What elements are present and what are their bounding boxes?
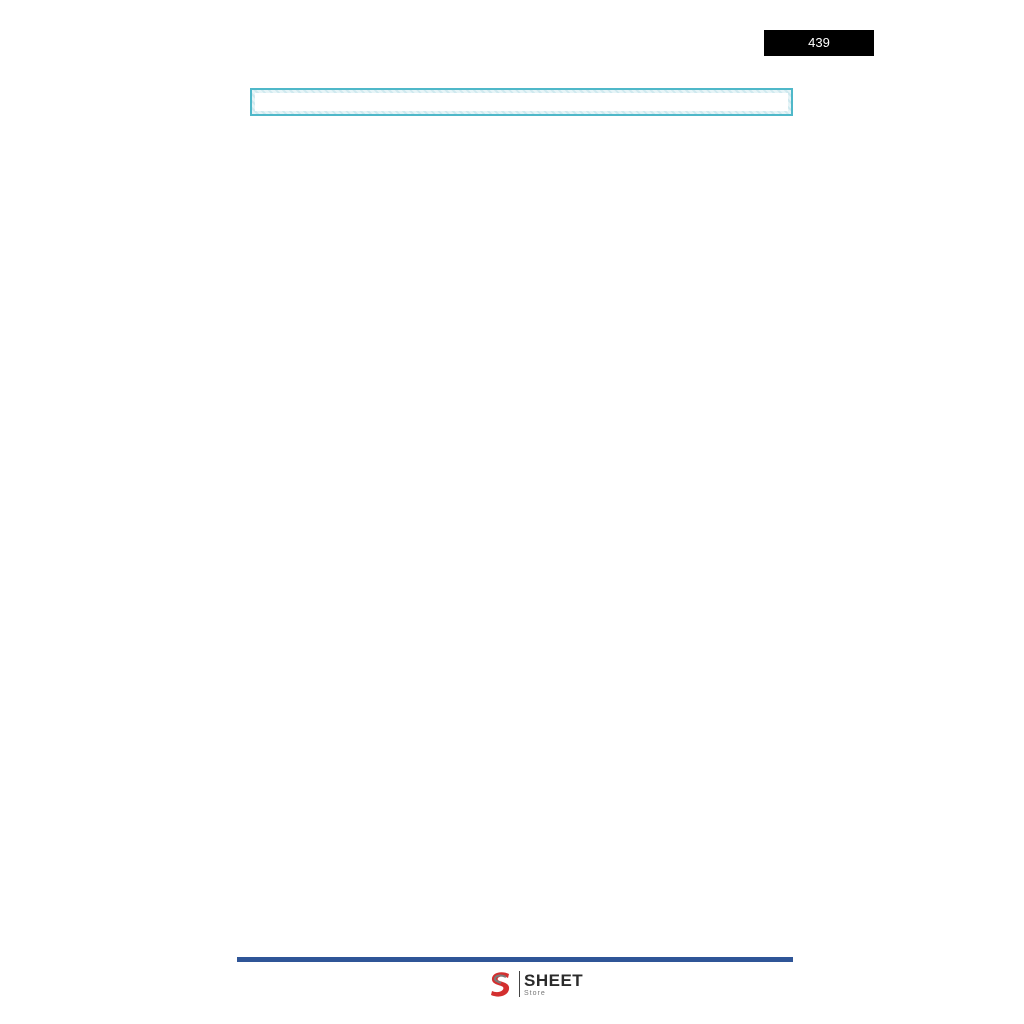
section-title-box [250,88,793,116]
logo-divider [519,971,520,997]
footer-rule [237,957,793,962]
logo-text [524,972,583,997]
s-logo-icon [486,969,516,999]
section-title [255,93,788,111]
logo-word: SHEET [524,970,584,990]
sheet-store-logo [486,968,583,1000]
page-number-box: 439 [764,30,874,56]
logo-subtitle: Store [524,989,546,997]
